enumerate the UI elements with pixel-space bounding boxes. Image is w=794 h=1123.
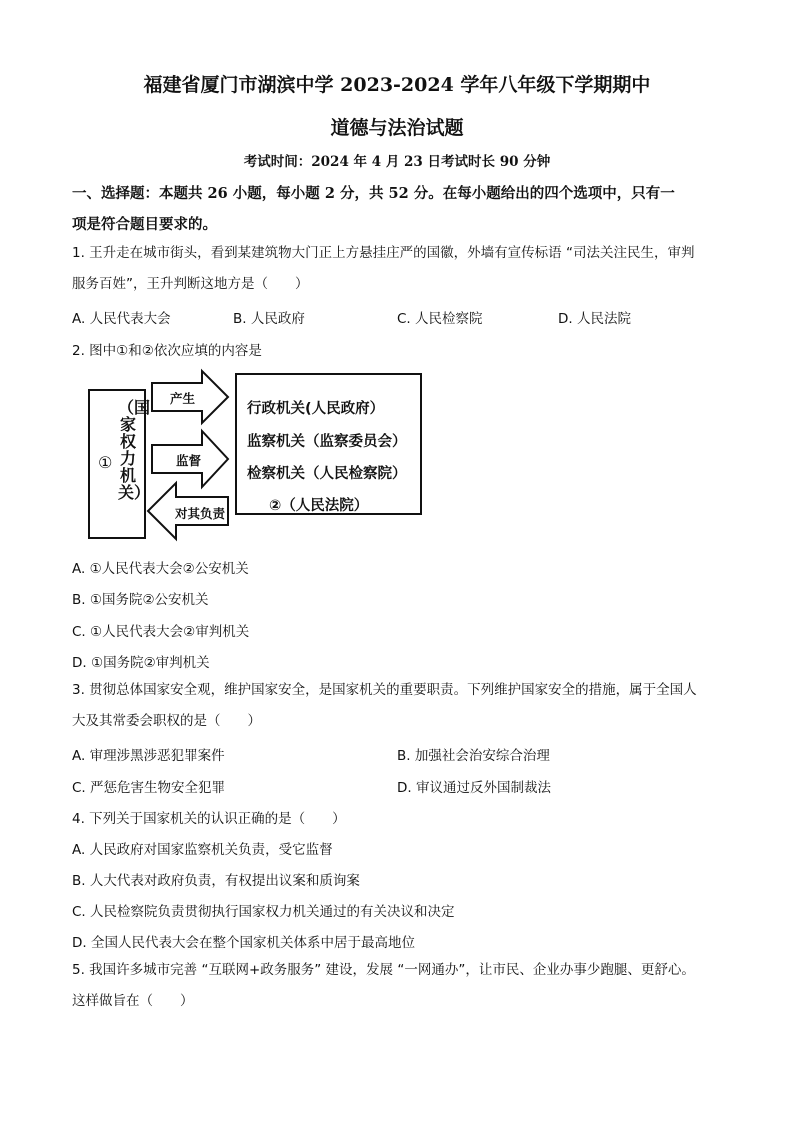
question-3-option-b: B. 加强社会治安综合治理	[397, 748, 550, 764]
question-4-stem: 4. 下列关于国家机关的认识正确的是（ ）	[72, 811, 346, 827]
question-3-line2: 大及其常委会职权的是（ ）	[72, 713, 261, 729]
exam-title-line1: 福建省厦门市湖滨中学 2023-2024 学年八年级下学期期中	[143, 74, 651, 96]
question-2-option-d: D. ①国务院②审判机关	[72, 655, 210, 671]
question-4-option-c: C. 人民检察院负责贯彻执行国家权力机关通过的有关决议和决定	[72, 904, 455, 920]
question-3-option-a: A. 审理涉黑涉恶犯罪案件	[72, 748, 225, 764]
state-organs-box	[235, 373, 422, 515]
administrative-organ-text: 行政机关(人民政府）	[247, 401, 385, 417]
section-heading	[72, 178, 732, 240]
question-2-option-c: C. ①人民代表大会②审判机关	[72, 624, 250, 640]
question-2-stem: 2. 图中①和②依次应填的内容是	[72, 343, 262, 359]
supervise-label: 监督	[176, 453, 202, 468]
question-3-line1: 3. 贯彻总体国家安全观，维护国家安全，是国家机关的重要职责。下列维护国家安全的措施，属于全国人	[72, 682, 697, 698]
question-1-option-a: A. 人民代表大会	[72, 311, 171, 327]
question-4-option-d: D. 全国人民代表大会在整个国家机关体系中居于最高地位	[72, 935, 415, 951]
question-5-line1: 5. 我国许多城市完善 “互联网+政务服务” 建设，发展 “一网通办”，让市民、企业办事少跑腿、更舒心。	[72, 962, 695, 978]
question-1-option-c: C. 人民检察院	[397, 311, 483, 327]
question-5-stem	[72, 955, 732, 1017]
question-1-stem	[72, 238, 732, 300]
exam-info: 考试时间：2024 年 4 月 23 日考试时长 90 分钟	[243, 154, 551, 170]
exam-title-line2: 道德与法治试题	[330, 117, 464, 139]
section-heading-line1: 一、选择题：本题共 26 小题，每小题 2 分，共 52 分。在每小题给出的四个选项中，只有一	[72, 185, 675, 202]
question-1-line2: 服务百姓”，王升判断这地方是（ ）	[72, 276, 309, 292]
question-3-option-c: C. 严惩危害生物安全犯罪	[72, 780, 226, 796]
responsible-label: 对其负责	[175, 506, 226, 521]
section-heading-line2: 项是符合题目要求的。	[72, 216, 217, 233]
question-1-option-d: D. 人民法院	[558, 311, 631, 327]
state-organs-diagram	[80, 365, 430, 550]
question-3-stem	[72, 675, 732, 737]
question-4-option-b: B. 人大代表对政府负责，有权提出议案和质询案	[72, 873, 360, 889]
question-2-option-b: B. ①国务院②公安机关	[72, 592, 209, 608]
question-1-option-b: B. 人民政府	[233, 311, 305, 327]
question-3-option-d: D. 审议通过反外国制裁法	[397, 780, 551, 796]
power-organ-box	[88, 389, 151, 539]
question-1-line1: 1. 王升走在城市街头，看到某建筑物大门正上方悬挂庄严的国徽，外墙有宣传标语 “司法关注民生，审判	[72, 245, 695, 261]
supervisory-organ-text: 监察机关（监察委员会）	[247, 434, 407, 450]
blank-1-marker: ①	[98, 453, 113, 472]
judicial-organ-text: ②（人民法院）	[269, 498, 369, 514]
question-2-option-a: A. ①人民代表大会②公安机关	[72, 561, 249, 577]
produce-label: 产生	[170, 391, 196, 406]
procuratorial-organ-text: 检察机关（人民检察院）	[247, 466, 407, 482]
power-organ-label: （国家权力机关）	[118, 398, 151, 502]
question-5-line2: 这样做旨在（ ）	[72, 993, 194, 1009]
question-4-option-a: A. 人民政府对国家监察机关负责，受它监督	[72, 842, 333, 858]
